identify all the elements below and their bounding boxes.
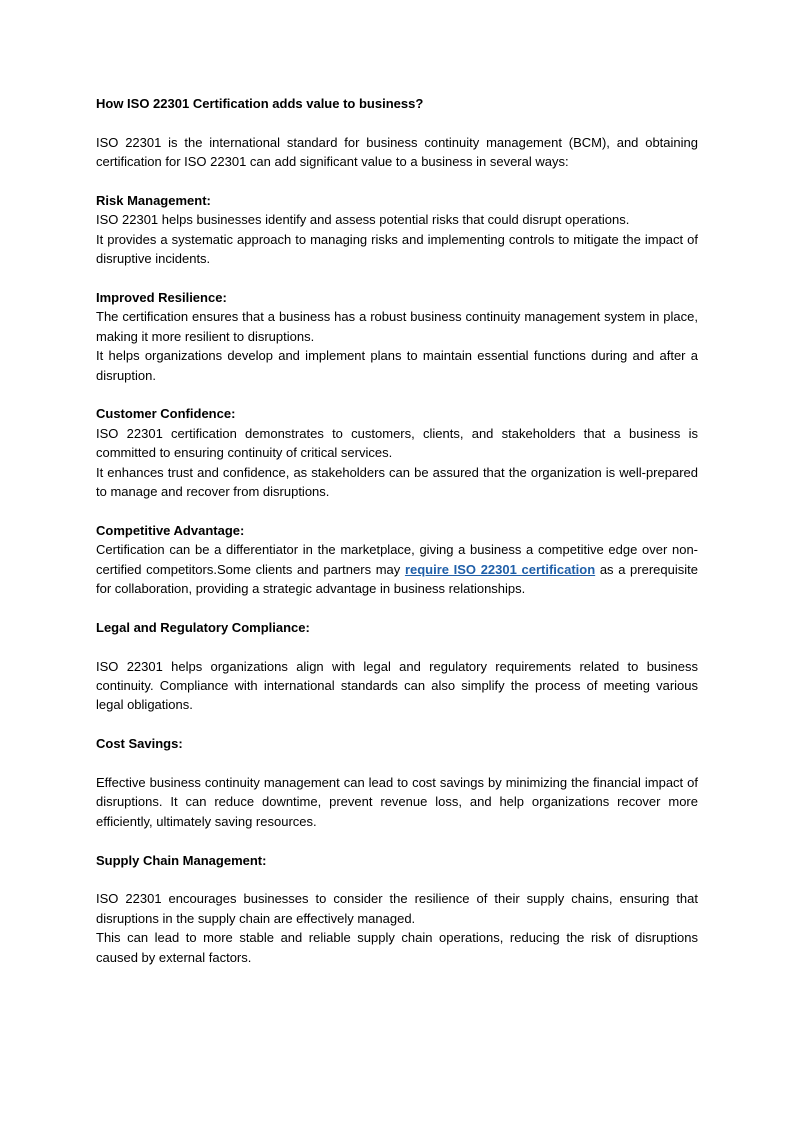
improved-resilience-heading: Improved Resilience: <box>96 290 227 306</box>
customer-confidence-paragraph-2: It enhances trust and confidence, as stakeholders can be assured that the organization is well-prepared to manage and recover from disruptions. <box>96 464 698 500</box>
supply-chain-heading: Supply Chain Management: <box>96 852 267 868</box>
risk-management-paragraph-1: ISO 22301 helps businesses identify and assess potential risks that could disrupt operations. <box>96 212 630 228</box>
document-title: How ISO 22301 Certification adds value to business? <box>96 96 424 111</box>
supply-chain-paragraph-2: This can lead to more stable and reliable supply chain operations, reducing the risk of disruptions caused by external factors. <box>96 930 698 965</box>
spacer <box>96 385 698 404</box>
supply-chain-paragraph-1: ISO 22301 encourages businesses to consider the resilience of their supply chains, ensuring that disruptions in the supply chain are effectively managed. <box>96 891 698 926</box>
legal-compliance-heading: Legal and Regulatory Compliance: <box>96 619 310 635</box>
risk-management-paragraph-2: It provides a systematic approach to managing risks and implementing controls to mitigate the impact of disruptive incidents. <box>96 231 698 267</box>
spacer <box>96 269 698 288</box>
document-body <box>96 94 698 967</box>
competitive-advantage-heading: Competitive Advantage: <box>96 522 245 538</box>
customer-confidence-heading: Customer Confidence: <box>96 406 236 422</box>
spacer <box>96 598 698 617</box>
improved-resilience-paragraph-1: The certification ensures that a business has a robust business continuity management system in place, making it more resilient to disruptions. <box>96 309 698 344</box>
competitive-advantage-text-after: as a prerequisite for collaboration, providing a strategic advantage in business relationships. <box>96 561 698 597</box>
spacer <box>96 637 698 656</box>
spacer <box>96 870 698 889</box>
competitive-advantage-paragraph <box>96 540 698 598</box>
customer-confidence-paragraph-1: ISO 22301 certification demonstrates to customers, clients, and stakeholders that a business is committed to ensuring continuity of critical services. <box>96 425 698 461</box>
spacer <box>96 754 698 773</box>
intro-paragraph: ISO 22301 is the international standard for business continuity management (BCM), and obtaining certification for ISO 22301 can add significant value to a business in several ways: <box>96 134 698 170</box>
spacer <box>96 172 698 191</box>
cost-savings-paragraph: Effective business continuity management can lead to cost savings by minimizing the financial impact of disruptions. It can reduce downtime, prevent revenue loss, and help organizations recover more efficiently, ultimately saving resources. <box>96 775 698 829</box>
risk-management-heading: Risk Management: <box>96 193 211 208</box>
competitive-advantage-text-before: Certification can be a differentiator in the marketplace, giving a business a competitive edge over non-certified competitors.Some clients and partners may <box>96 542 698 577</box>
cost-savings-heading: Cost Savings: <box>96 736 183 752</box>
iso-22301-certification-link[interactable]: require ISO 22301 certification <box>404 561 596 577</box>
spacer <box>96 715 698 734</box>
legal-compliance-paragraph: ISO 22301 helps organizations align with legal and regulatory requirements related to business continuity. Compliance with international standards can also simplify the process of meeting various legal obligations. <box>96 658 698 713</box>
improved-resilience-paragraph-2: It helps organizations develop and implement plans to maintain essential functions during and after a disruption. <box>96 348 698 383</box>
spacer <box>96 831 698 850</box>
spacer <box>96 501 698 520</box>
